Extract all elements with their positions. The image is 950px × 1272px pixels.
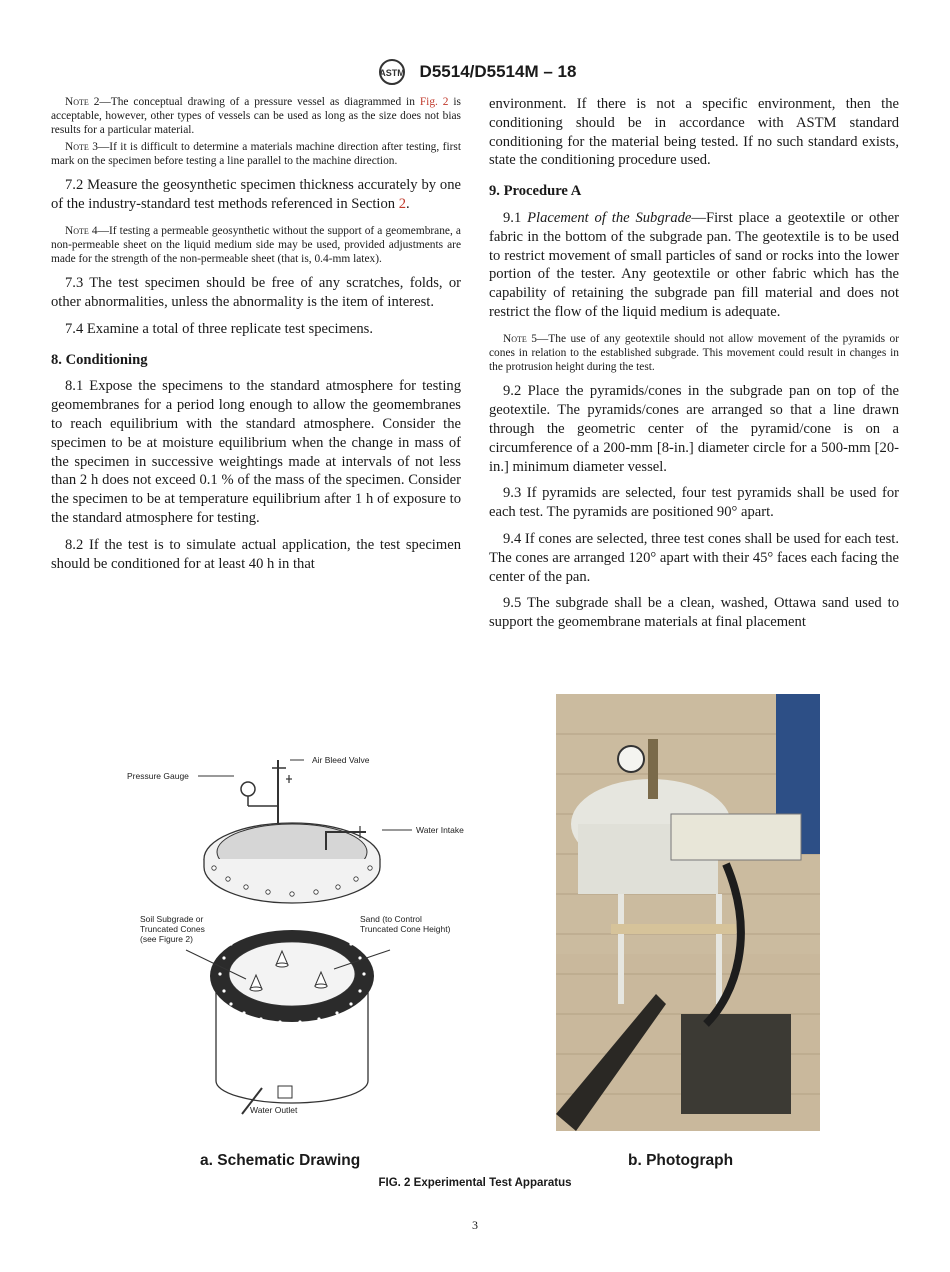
para-7-2: 7.2 Measure the geosynthetic specimen thickness accurately by one of the industry-standard test methods referenced in Section 2. xyxy=(51,177,461,212)
svg-text:Sand (to Control: Sand (to Control xyxy=(360,914,422,924)
svg-text:Truncated Cone Height): Truncated Cone Height) xyxy=(360,924,451,934)
note-4: Note 4—If testing a permeable geosynthetic without the support of a geomembrane, a non-permeable sheet on the liquid medium side may be used, provided adjustments are made for the strength of the non-permeable sheet (that is, 0.4-mm latex). xyxy=(51,224,461,266)
para-7-3: 7.3 The test specimen should be free of any scratches, folds, or other abnormalities, unless the abnormality is the item of interest. xyxy=(51,275,461,311)
para-9-5: 9.5 The subgrade shall be a clean, washed, Ottawa sand used to support the geomembrane materials at final placement xyxy=(489,595,899,631)
svg-text:Water Outlet: Water Outlet xyxy=(250,1105,298,1115)
schematic-drawing xyxy=(120,746,480,1115)
astm-logo-icon xyxy=(374,58,410,86)
page-number: 3 xyxy=(472,1218,478,1232)
figure-caption: FIG. 2 Experimental Test Apparatus xyxy=(378,1177,572,1189)
document-code: D5514/D5514M – 18 xyxy=(419,62,577,81)
section-8-heading: 8. Conditioning xyxy=(51,351,148,368)
para-9-2: 9.2 Place the pyramids/cones in the subgrade pan on top of the geotextile. The pyramids/cones are arranged so that a line drawn through the geometric center of the pyramid/cone is on a circumference of a 200-mm [8-in.] diameter circle for a 500-mm [20-in.] minimum diameter vessel. xyxy=(489,383,899,475)
section-2-link[interactable]: 2 xyxy=(398,195,407,212)
para-8-1: 8.1 Expose the specimens to the standard atmosphere for testing geomembranes for a period long enough to allow the geomembranes to reach equilibrium with the standard atmosphere. Consider the specimen to be at moisture equilibrium when the change in mass of the specimen in successive weightings made at intervals of not less than 2 h does not exceed 0.1 % of the mass of the specimen. Consider the specimen to be at temperature equilibrium after 1 h of exposure to the standard atmosphere for testing. xyxy=(51,378,461,526)
note-3: Note 3—If it is difficult to determine a materials machine direction after testing, first mark on the specimen before testing a line parallel to the machine direction. xyxy=(51,140,461,167)
fig2-link[interactable]: Fig. 2 xyxy=(419,96,449,108)
para-9-1: 9.1 Placement of the Subgrade—First place a geotextile or other fabric in the bottom of the subgrade pan. The geotextile is to be used to restrict movement of small particles of sand or rocks into the lower portion of the tester. Any geotextile or other fabric which has the capability of retaining the subgrade pan fill material and does not restrict the flow of the liquid medium is adequate. xyxy=(489,209,900,320)
para-9-4: 9.4 If cones are selected, three test cones shall be used for each test. The cones are arranged 120° apart with their 45° faces each facing the center of the pan. xyxy=(489,530,899,585)
para-8-2-cont: environment. If there is not a specific environment, then the conditioning should be in accordance with ASTM standard conditioning for the material being tested. If no such standard exists, state the conditioning procedure used. xyxy=(489,96,899,169)
svg-text:Soil Subgrade or: Soil Subgrade or xyxy=(140,914,204,924)
svg-text:Pressure Gauge: Pressure Gauge xyxy=(127,771,189,781)
left-column xyxy=(51,95,461,581)
figure-2 xyxy=(0,690,950,1190)
svg-text:Truncated Cones: Truncated Cones xyxy=(140,924,205,934)
svg-text:Water Intake: Water Intake xyxy=(416,825,464,835)
svg-text:(see Figure 2): (see Figure 2) xyxy=(140,934,193,944)
sublabel-a: a. Schematic Drawing xyxy=(200,1152,361,1169)
page-header xyxy=(0,58,950,86)
para-9-3: 9.3 If pyramids are selected, four test pyramids shall be used for each test. The pyramids are positioned 90° apart. xyxy=(489,485,899,521)
apparatus-photograph xyxy=(556,694,820,1131)
note-2: Note 2—The conceptual drawing of a pressure vessel as diagrammed in Fig. 2 is acceptable, however, other types of vessels can be used as long as the size does not bias results for a particular material. xyxy=(51,96,461,137)
right-column xyxy=(489,95,899,640)
section-9-heading: 9. Procedure A xyxy=(489,183,582,200)
note-5: Note 5—The use of any geotextile should not allow movement of the pyramids or cones in relation to the established subgrade. This movement could result in changes in the protrusion height during the test. xyxy=(489,332,899,374)
para-8-2: 8.2 If the test is to simulate actual application, the test specimen should be conditioned for at least 40 h in that xyxy=(51,536,461,572)
svg-text:ASTM: ASTM xyxy=(378,68,405,78)
para-7-4: 7.4 Examine a total of three replicate test specimens. xyxy=(65,320,373,337)
sublabel-b: b. Photograph xyxy=(628,1152,734,1169)
svg-text:Air Bleed Valve: Air Bleed Valve xyxy=(312,755,370,765)
